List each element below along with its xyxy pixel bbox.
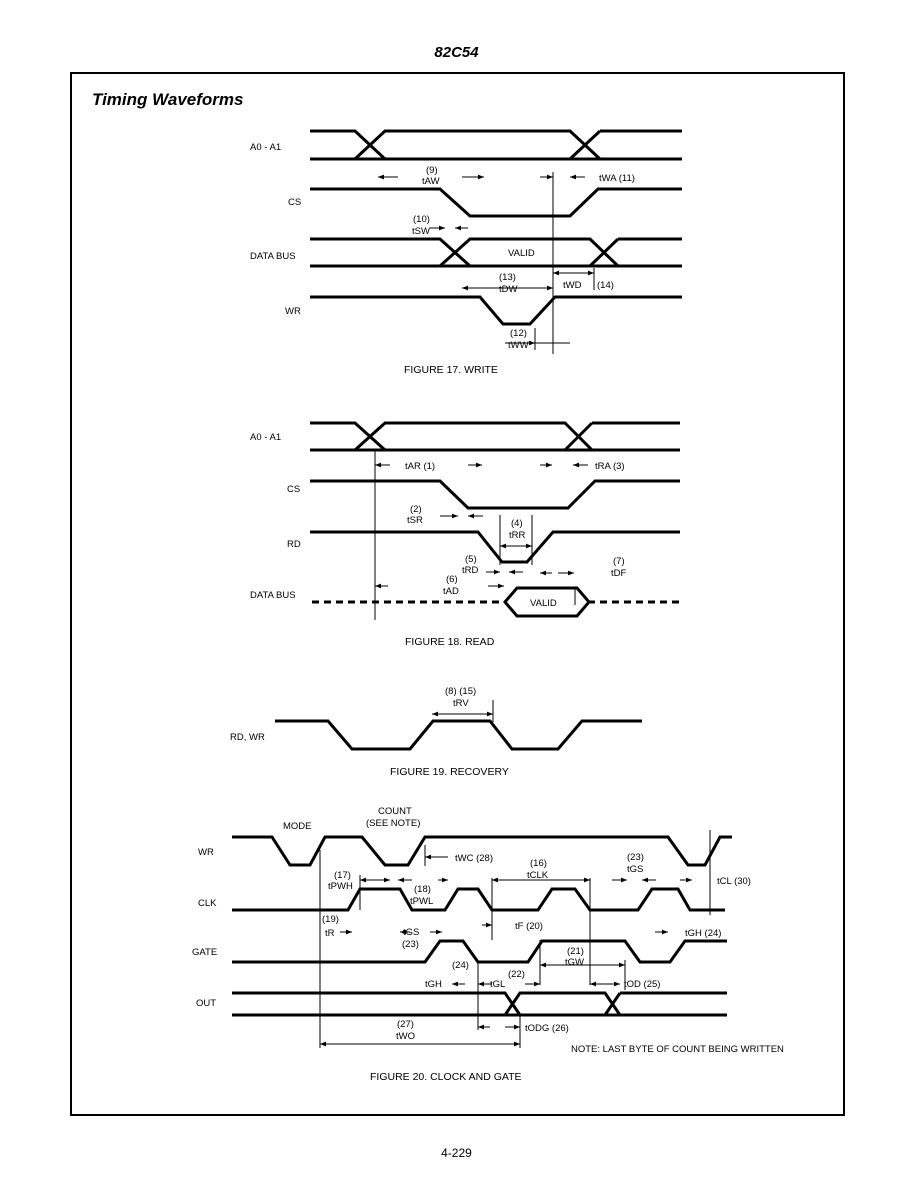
mode-label: MODE	[283, 821, 312, 832]
signal-label-a0a1: A0 - A1	[250, 432, 282, 443]
figure-19-recovery	[230, 686, 642, 778]
timing-label: tAW	[422, 176, 440, 187]
timing-label: (13)	[499, 272, 516, 283]
timing-label: tWO	[396, 1031, 415, 1042]
timing-label: (19)	[322, 914, 339, 925]
waveform-gate	[232, 941, 727, 962]
timing-label: (23)	[402, 939, 419, 950]
signal-label-cs: CS	[287, 484, 301, 495]
timing-label: tGL	[490, 979, 506, 990]
timing-label: tSW	[412, 226, 430, 237]
signal-label-cs: CS	[288, 197, 302, 208]
timing-label: (9)	[426, 165, 438, 176]
signal-label-databus: DATA BUS	[250, 251, 296, 262]
signal-label-wr: WR	[285, 306, 301, 317]
waveform-cs	[310, 189, 682, 216]
timing-label: (23)	[627, 852, 644, 863]
waveform-out	[232, 993, 727, 1015]
timing-label: tOD (25)	[624, 979, 661, 990]
timing-label: (8) (15)	[445, 686, 477, 697]
timing-label: (22)	[508, 969, 525, 980]
timing-label: tRD	[462, 565, 479, 576]
figure-note: NOTE: LAST BYTE OF COUNT BEING WRITTEN	[571, 1044, 784, 1055]
timing-label: tGH (24)	[685, 928, 722, 939]
timing-label: tGS	[627, 864, 644, 875]
timing-label: tWW	[508, 340, 529, 351]
timing-label: (7)	[613, 556, 625, 567]
figure-20-clock-gate	[192, 806, 784, 1083]
timing-label: (17)	[334, 870, 351, 881]
timing-label: (18)	[414, 884, 431, 895]
figure-17-write	[250, 131, 682, 376]
signal-label-rdwr: RD, WR	[230, 732, 265, 743]
figure-18-caption: FIGURE 18. READ	[405, 636, 495, 648]
timing-label: tCLK	[527, 870, 549, 881]
signal-label-gate: GATE	[192, 947, 218, 958]
figure-17-caption: FIGURE 17. WRITE	[404, 364, 498, 376]
timing-label: (4)	[511, 518, 523, 529]
signal-label-a0a1: A0 - A1	[250, 142, 282, 153]
timing-label: (27)	[397, 1019, 414, 1030]
page-number: 4-229	[441, 1146, 472, 1160]
waveform-a0a1	[310, 423, 680, 450]
waveform-databus	[310, 239, 682, 266]
signal-label-clk: CLK	[198, 898, 217, 909]
waveform-rdwr	[275, 721, 642, 749]
see-note-label: (SEE NOTE)	[366, 818, 421, 829]
timing-label: (6)	[446, 574, 458, 585]
timing-label: tGS	[403, 927, 420, 938]
page-header: 82C54	[434, 44, 479, 61]
timing-label: (5)	[465, 554, 477, 565]
waveform-wr	[310, 297, 682, 324]
section-title: Timing Waveforms	[92, 90, 244, 109]
timing-label: tWC (28)	[455, 853, 493, 864]
timing-label: tGH	[425, 979, 442, 990]
valid-label: VALID	[508, 248, 535, 259]
timing-label: tCL (30)	[717, 876, 751, 887]
timing-label: tGW	[565, 957, 584, 968]
timing-label: tPWL	[410, 896, 434, 907]
timing-label: tDF	[611, 568, 627, 579]
timing-label: tDW	[499, 284, 518, 295]
signal-label-out: OUT	[196, 998, 217, 1009]
timing-label: tRV	[453, 698, 469, 709]
waveform-cs	[310, 481, 680, 508]
timing-label: tAD	[443, 586, 459, 597]
figure-20-caption: FIGURE 20. CLOCK AND GATE	[370, 1071, 522, 1083]
signal-label-wr: WR	[198, 847, 214, 858]
timing-label: tRA (3)	[595, 461, 625, 472]
timing-label: (16)	[530, 858, 547, 869]
timing-label: (10)	[413, 214, 430, 225]
timing-label: tRR	[509, 530, 526, 541]
timing-label: (24)	[452, 960, 469, 971]
timing-label: tODG (26)	[525, 1023, 569, 1034]
waveform-a0a1	[310, 131, 682, 159]
figure-18-read	[250, 423, 680, 648]
timing-label: tWA (11)	[599, 173, 635, 184]
timing-label: (14)	[597, 280, 614, 291]
timing-label: (2)	[410, 504, 422, 515]
figure-19-caption: FIGURE 19. RECOVERY	[390, 766, 509, 778]
timing-label: tWD	[563, 280, 582, 291]
signal-label-rd: RD	[287, 539, 301, 550]
count-label: COUNT	[378, 806, 412, 817]
timing-label: tR	[325, 928, 335, 939]
waveform-clk	[232, 889, 725, 910]
timing-label: (12)	[510, 328, 527, 339]
signal-label-databus: DATA BUS	[250, 590, 296, 601]
timing-label: (21)	[567, 946, 584, 957]
timing-label: tPWH	[328, 881, 353, 892]
timing-label: tAR (1)	[405, 461, 436, 472]
valid-label: VALID	[530, 598, 557, 609]
timing-label: tSR	[407, 515, 423, 526]
timing-label: tF (20)	[515, 921, 543, 932]
